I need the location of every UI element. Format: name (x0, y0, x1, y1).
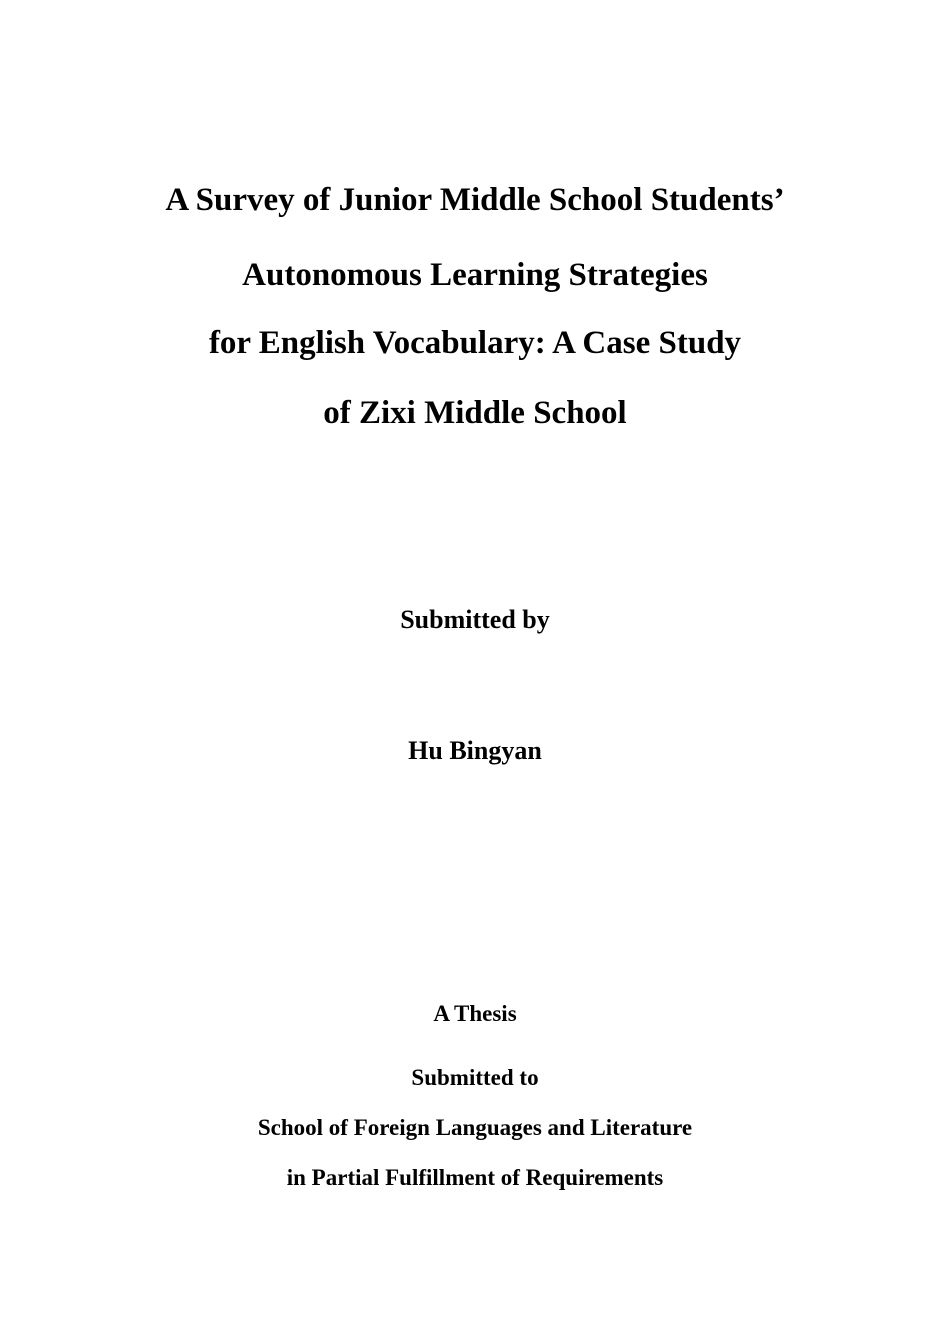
submitted-to-label: Submitted to (411, 1065, 539, 1090)
fulfillment-statement: in Partial Fulfillment of Requirements (286, 1165, 664, 1190)
school-name: School of Foreign Languages and Literature (257, 1115, 693, 1140)
author-name: Hu Bingyan (408, 736, 542, 765)
thesis-title-line-2: Autonomous Learning Strategies (242, 257, 708, 293)
thesis-title-line-1: A Survey of Junior Middle School Students’ (165, 182, 785, 218)
thesis-title-line-4: of Zixi Middle School (323, 395, 627, 431)
thesis-type: A Thesis (433, 1001, 517, 1026)
thesis-title-line-3: for English Vocabulary: A Case Study (208, 325, 742, 361)
submitted-by-label: Submitted by (400, 605, 550, 634)
